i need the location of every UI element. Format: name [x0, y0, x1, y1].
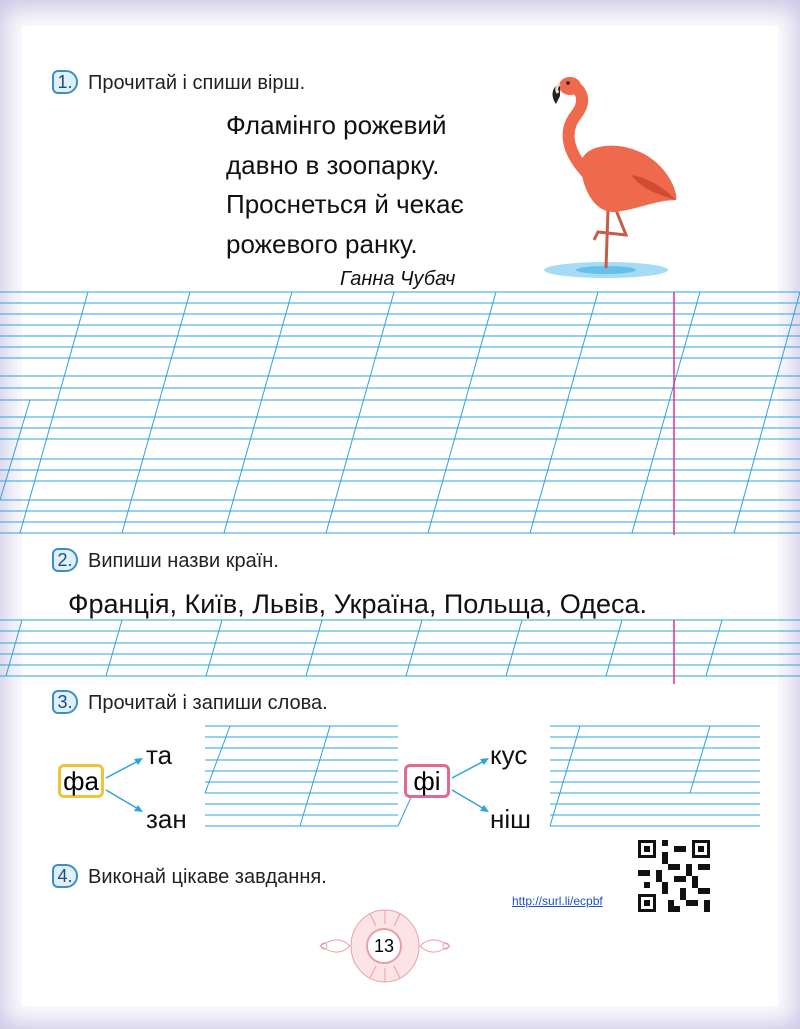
qr-code-image[interactable]	[638, 840, 710, 912]
ending-ta: та	[146, 740, 173, 770]
task-3-number-badge: 3.	[52, 690, 78, 714]
poem-line-3: Проснеться й чекає	[226, 189, 464, 219]
syllable-box-fa: фа	[58, 764, 104, 798]
poem-line-4: рожевого ранку.	[226, 229, 418, 259]
task-1-number-badge: 1.	[52, 70, 78, 94]
poem-line-1: Фламінго рожевий	[226, 110, 447, 140]
task-2-word-list: Франція, Київ, Львів, Україна, Польща, Одеса.	[68, 589, 647, 619]
task-2-number-badge: 2.	[52, 548, 78, 572]
ending-zan: зан	[146, 804, 187, 834]
task-1-title: Прочитай і спиши вірш.	[88, 72, 306, 94]
ending-nish: ніш	[490, 804, 531, 834]
task-3-title: Прочитай і запиши слова.	[88, 692, 328, 714]
task-4-link[interactable]: http://surl.li/ecpbf	[512, 894, 603, 908]
task-4-title: Виконай цікаве завдання.	[88, 866, 327, 888]
poem-author: Ганна Чубач	[340, 268, 456, 290]
task-2-title: Випиши назви країн.	[88, 550, 279, 572]
ending-kus: кус	[490, 740, 528, 770]
syllable-box-fi: фі	[404, 764, 450, 798]
task-4-number-badge: 4.	[52, 864, 78, 888]
poem-line-2: давно в зоопарку.	[226, 150, 440, 180]
page-number: 13	[366, 928, 402, 964]
